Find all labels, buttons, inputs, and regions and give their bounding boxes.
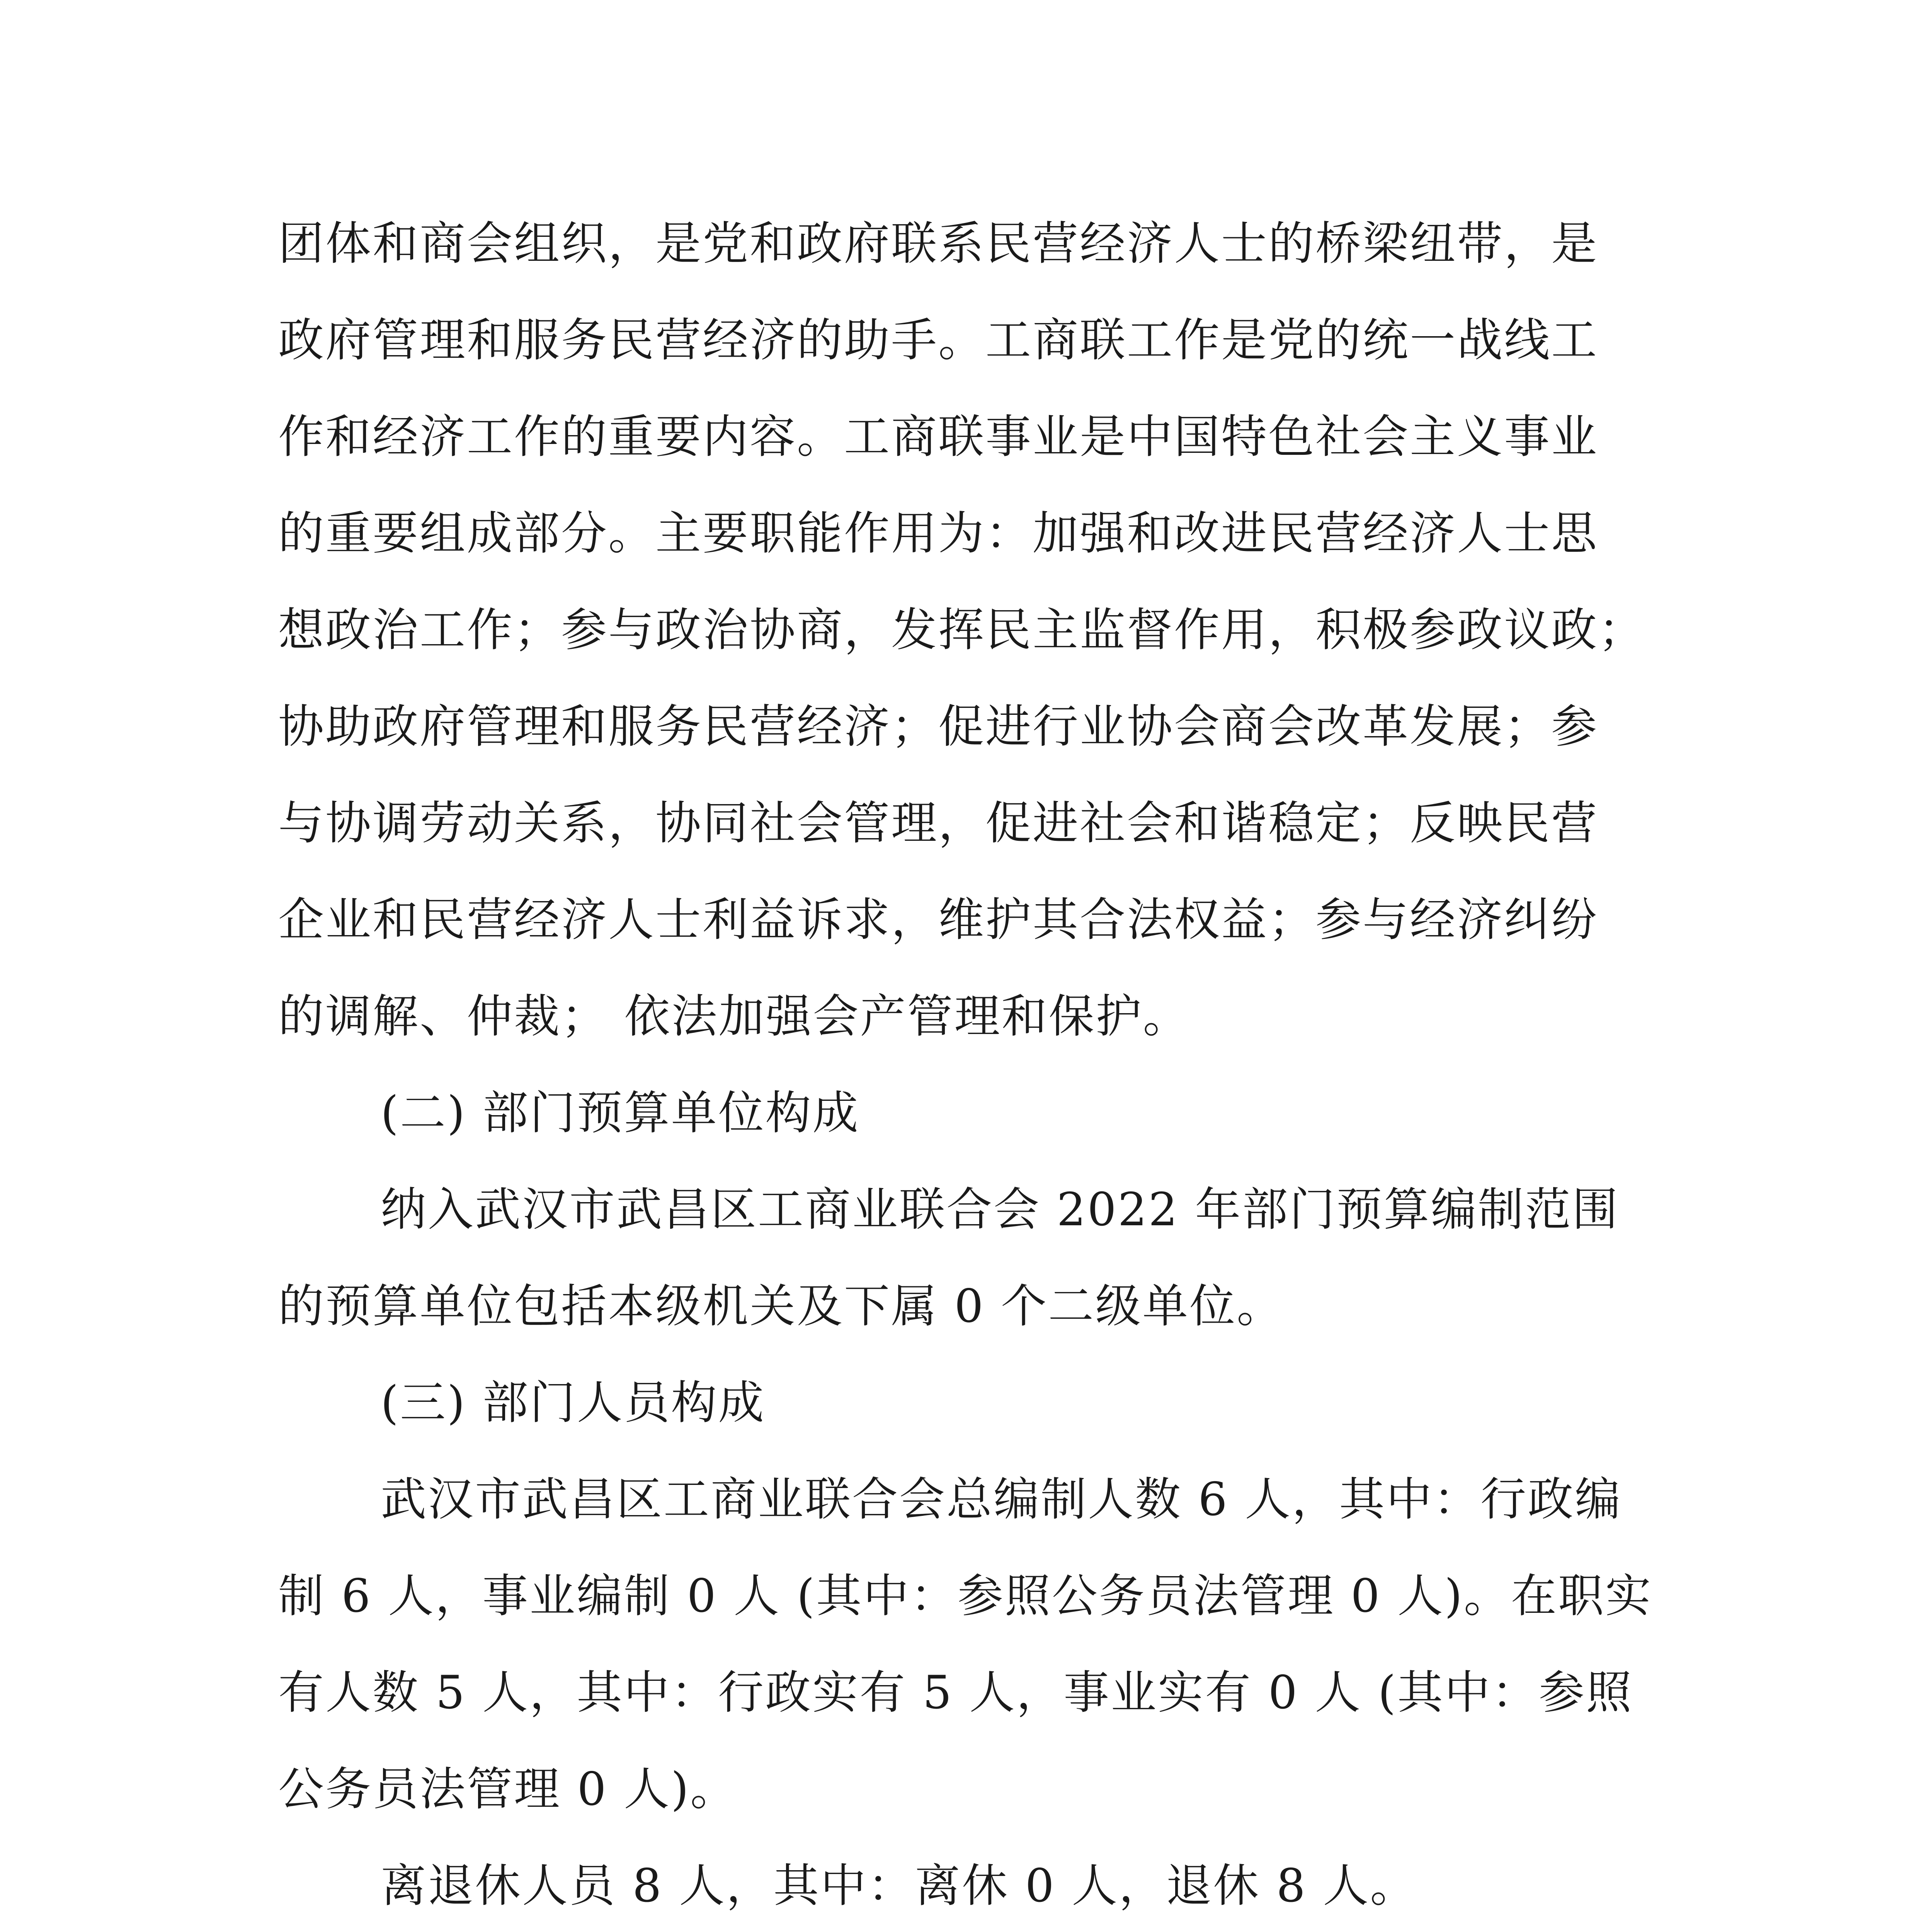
body-text-line: 公务员法管理 0 人)。 xyxy=(278,1762,738,1816)
section-heading: (三) 部门人员构成 xyxy=(381,1376,766,1429)
body-text-line: 协助政府管理和服务民营经济；促进行业协会商会改革发展；参 xyxy=(278,700,1599,753)
body-text-line: 武汉市武昌区工商业联合会总编制人数 6 人，其中：行政编 xyxy=(381,1473,1622,1526)
body-text-line: 与协调劳动关系，协同社会管理，促进社会和谐稳定；反映民营 xyxy=(278,796,1599,850)
body-text-line: 制 6 人，事业编制 0 人 (其中：参照公务员法管理 0 人)。在职实 xyxy=(278,1569,1652,1622)
body-text-line: 的调解、仲裁； 依法加强会产管理和保护。 xyxy=(278,990,1190,1043)
body-text-line: 作和经济工作的重要内容。工商联事业是中国特色社会主义事业 xyxy=(278,410,1599,463)
body-text-line: 的预算单位包括本级机关及下属 0 个二级单位。 xyxy=(278,1279,1284,1333)
body-text-line: 离退休人员 8 人，其中：离休 0 人，退休 8 人。 xyxy=(381,1859,1417,1912)
body-text-line: 想政治工作；参与政治协商，发挥民主监督作用，积极参政议政； xyxy=(278,603,1646,656)
body-text-line: 政府管理和服务民营经济的助手。工商联工作是党的统一战线工 xyxy=(278,313,1599,367)
section-heading: (二) 部门预算单位构成 xyxy=(381,1086,860,1139)
body-text-line: 企业和民营经济人士利益诉求，维护其合法权益；参与经济纠纷 xyxy=(278,893,1599,946)
body-text-line: 团体和商会组织，是党和政府联系民营经济人士的桥梁纽带，是 xyxy=(278,217,1599,270)
body-text-line: 的重要组成部分。主要职能作用为：加强和改进民营经济人士思 xyxy=(278,507,1599,560)
body-text-line: 纳入武汉市武昌区工商业联合会 2022 年部门预算编制范围 xyxy=(381,1183,1620,1236)
body-text-line: 有人数 5 人，其中：行政实有 5 人，事业实有 0 人 (其中：参照 xyxy=(278,1666,1633,1719)
